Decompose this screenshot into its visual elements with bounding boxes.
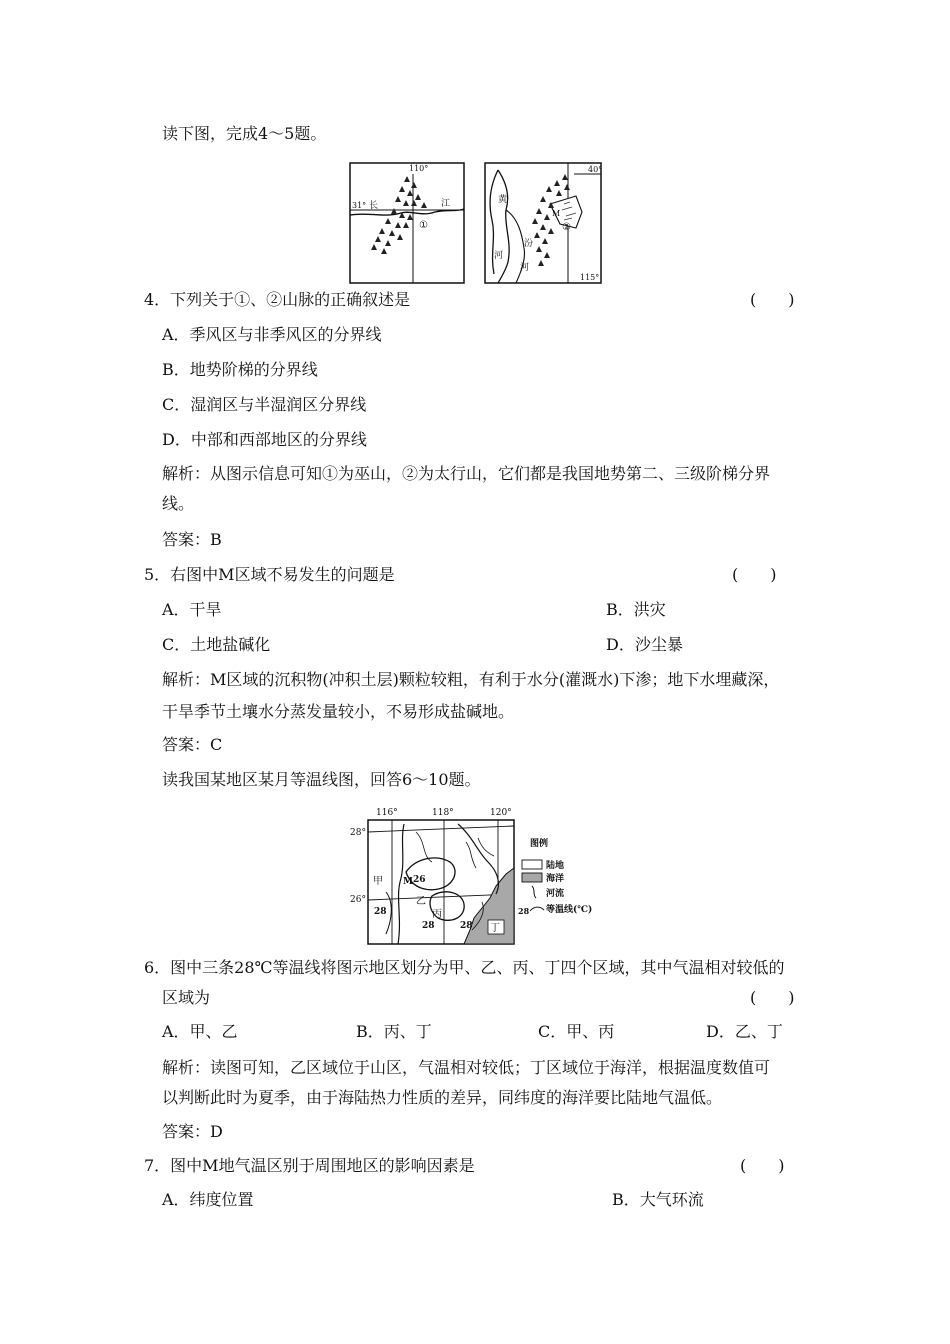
q6-answer-paren: ( ) xyxy=(750,988,795,1007)
region-label-m: M xyxy=(403,877,413,887)
q5-option-c: C．土地盐碱化 xyxy=(162,635,271,654)
q6-option-c: C．甲、丙 xyxy=(538,1022,615,1041)
lat-label-40: 40° xyxy=(588,165,602,174)
isotherm-value-26: 26 xyxy=(413,875,426,885)
q4-option-a: A．季风区与非季风区的分界线 xyxy=(162,325,382,344)
q4-option-c: C．湿润区与半湿润区分界线 xyxy=(162,395,367,414)
lon-label-116: 116° xyxy=(376,808,398,818)
map-left-figure xyxy=(349,162,465,284)
q4-answer-paren: ( ) xyxy=(750,290,795,309)
map-right-figure xyxy=(484,162,602,284)
q4-option-b: B．地势阶梯的分界线 xyxy=(162,360,318,379)
legend-land-label: 陆地 xyxy=(546,861,565,871)
q4-answer: 答案：B xyxy=(162,530,222,549)
lat-label-31: 31° xyxy=(352,201,367,210)
q4-stem: 4．下列关于①、②山脉的正确叙述是 xyxy=(144,290,411,309)
lat-label-28: 28° xyxy=(350,828,366,838)
q6-option-a: A．甲、乙 xyxy=(162,1022,238,1041)
q4-analysis-line1: 解析：从图示信息可知①为巫山，②为太行山，它们都是我国地势第二、三级阶梯分界 xyxy=(162,464,771,483)
q6-option-d: D．乙、丁 xyxy=(706,1022,783,1041)
q5-option-a: A．干旱 xyxy=(162,600,222,619)
q7-option-a: A．纬度位置 xyxy=(162,1190,254,1209)
region-label-m: M xyxy=(552,209,561,218)
legend-title: 图例 xyxy=(530,839,549,849)
q5-analysis-line1: 解析：M区域的沉积物(冲积土层)颗粒较粗，有利于水分(灌溉水)下渗；地下水埋藏深， xyxy=(162,670,780,689)
q5-option-d: D．沙尘暴 xyxy=(606,635,683,654)
isotherm-value-28-west: 28 xyxy=(374,907,387,917)
intro-text: 读下图，完成4～5题。 xyxy=(162,124,327,143)
lat-label-26: 26° xyxy=(350,895,366,905)
q5-answer: 答案：C xyxy=(162,735,223,754)
river-label-huang: 黄 xyxy=(498,195,508,205)
q7-stem: 7．图中M地气温区别于周围地区的影响因素是 xyxy=(144,1156,475,1175)
lon-label-118: 118° xyxy=(432,808,454,818)
lon-label-110: 110° xyxy=(409,164,429,173)
isotherm-value-28-east: 28 xyxy=(460,921,473,931)
q4-analysis-line2: 线。 xyxy=(162,494,195,513)
region-label-bing: 丙 xyxy=(432,909,442,920)
river-label-he: 河 xyxy=(494,251,504,261)
q6-answer: 答案：D xyxy=(162,1122,223,1141)
q4-option-d: D．中部和西部地区的分界线 xyxy=(162,430,367,449)
isotherm-map-figure xyxy=(346,802,616,948)
mountain-marker-1: ① xyxy=(419,220,428,231)
q6-stem-line1: 6．图中三条28℃等温线将图示地区划分为甲、乙、丙、丁四个区域，其中气温相对较低的 xyxy=(144,958,785,977)
q6-stem-line2: 区域为 xyxy=(162,988,211,1007)
q6-analysis-line2: 以判断此时为夏季，由于海陆热力性质的差异，同纬度的海洋要比陆地气温低。 xyxy=(162,1088,723,1107)
q5-analysis-line2: 干旱季节土壤水分蒸发量较小，不易形成盐碱地。 xyxy=(162,702,515,721)
q7-answer-paren: ( ) xyxy=(740,1156,785,1175)
lon-label-120: 120° xyxy=(490,808,512,818)
legend-sea-swatch xyxy=(522,873,542,882)
region-label-jia: 甲 xyxy=(373,876,383,887)
region-label-ding: 丁 xyxy=(490,923,500,934)
region-label-yi: 乙 xyxy=(416,896,426,907)
q5-option-b: B．洪灾 xyxy=(606,600,666,619)
legend-sea-label: 海洋 xyxy=(546,874,565,884)
river-label-he-2: 河 xyxy=(520,263,530,273)
river-label-jiang: 江 xyxy=(441,199,451,209)
river-label-chang: 长 xyxy=(369,201,379,211)
q7-option-b: B．大气环流 xyxy=(612,1190,704,1209)
intro-text-2: 读我国某地区某月等温线图，回答6～10题。 xyxy=(162,770,481,789)
q6-option-b: B．丙、丁 xyxy=(356,1022,432,1041)
isotherm-value-28-south: 28 xyxy=(422,921,435,931)
legend-isotherm-value: 28 xyxy=(518,906,530,916)
mountain-marker-2: ② xyxy=(562,222,571,233)
lon-label-115: 115° xyxy=(580,273,600,282)
river-label-fen: 汾 xyxy=(524,239,534,249)
legend-river-icon xyxy=(532,886,536,898)
legend-land-swatch xyxy=(522,860,542,869)
q6-analysis-line1: 解析：读图可知，乙区域位于山区，气温相对较低；丁区域位于海洋，根据温度数值可 xyxy=(162,1058,771,1077)
legend-river-label: 河流 xyxy=(546,889,565,899)
q5-stem: 5．右图中M区域不易发生的问题是 xyxy=(144,565,395,584)
legend-isotherm-icon xyxy=(530,907,544,911)
legend-isotherm-label: 等温线(℃) xyxy=(546,905,593,915)
q5-answer-paren: ( ) xyxy=(732,565,777,584)
